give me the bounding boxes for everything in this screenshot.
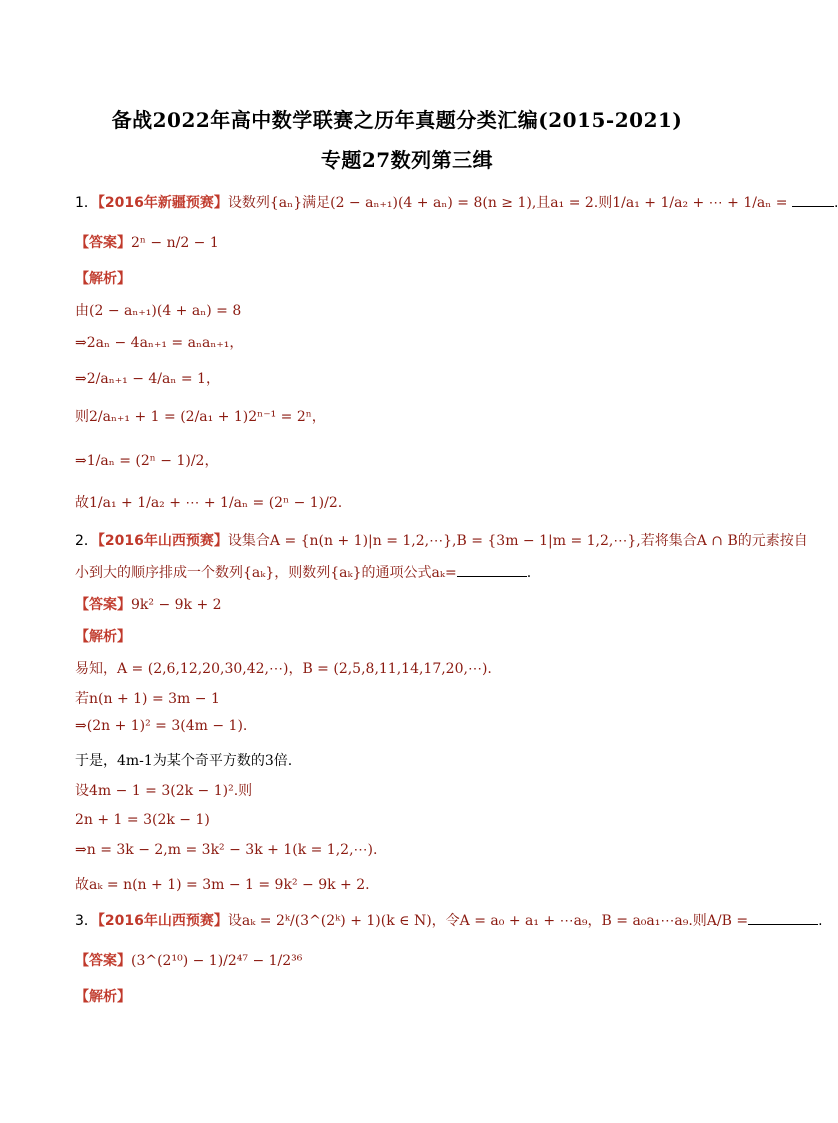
problem-source: 【2016年山西预赛】: [97, 913, 228, 929]
answer-value: 2ⁿ − n/2 − 1: [131, 235, 219, 251]
problem-number: 3．: [75, 913, 98, 929]
problem-3-stem: 3．【2016年山西预赛】设aₖ = 2ᵏ/(3^(2ᵏ) + 1)(k ∈ N)，令A = a₀ + a₁ + ⋯a₉，B = a₀a₁⋯a₉.则A/B = .: [75, 913, 823, 929]
solution-step: 设4m − 1 = 3(2k − 1)².则: [75, 783, 253, 799]
solution-step: 故aₖ = n(n + 1) = 3m − 1 = 9k² − 9k + 2.: [75, 877, 370, 893]
problem-text: 设数列{aₙ}满足(2 − aₙ₊₁)(4 + aₙ) = 8(n ≥ 1),且a₁ = 2.则1/a₁ + 1/a₂ + ⋯ + 1/aₙ =: [227, 195, 788, 211]
solution-step: 易知，A = (2,6,12,20,30,42,⋯)，B = (2,5,8,11,14,17,20,⋯).: [75, 661, 492, 677]
page-subtitle: 专题27数列第三缉: [320, 148, 494, 172]
answer-value: 9k² − 9k + 2: [131, 597, 222, 613]
problem-source: 【2016年新疆预赛】: [97, 195, 228, 211]
solution-step: 2n + 1 = 3(2k − 1): [75, 812, 210, 828]
analysis-label: 【解析】: [75, 989, 131, 1005]
problem-2-stem-line-2: 小到大的顺序排成一个数列{aₖ}，则数列{aₖ}的通项公式aₖ= .: [75, 565, 532, 581]
problem-1-stem: 1．【2016年新疆预赛】设数列{aₙ}满足(2 − aₙ₊₁)(4 + aₙ) = 8(n ≥ 1),且a₁ = 2.则1/a₁ + 1/a₂ + ⋯ + 1/aₙ = .: [75, 195, 838, 211]
problem-text: 设aₖ = 2ᵏ/(3^(2ᵏ) + 1)(k ∈ N)，令A = a₀ + a₁ + ⋯a₉，B = a₀a₁⋯a₉.则A/B =: [227, 913, 749, 929]
problem-number: 2．: [75, 533, 98, 549]
answer-value: (3^(2¹⁰) − 1)/2⁴⁷ − 1/2³⁶: [131, 953, 303, 969]
problem-text: 小到大的顺序排成一个数列{aₖ}，则数列{aₖ}的通项公式aₖ=: [75, 565, 457, 581]
analysis-label: 【解析】: [75, 271, 131, 287]
problem-number: 1．: [75, 195, 98, 211]
solution-step: 由(2 − aₙ₊₁)(4 + aₙ) = 8: [75, 303, 242, 319]
solution-step: ⇒(2n + 1)² = 3(4m − 1).: [75, 718, 248, 734]
problem-2-stem-line-1: [75, 530, 808, 550]
solution-step: 于是，4m-1为某个奇平方数的3倍.: [75, 753, 293, 769]
answer-label: 【答案】: [75, 235, 131, 251]
problem-text: 设集合A = {n(n + 1)|n = 1,2,⋯},B = {3m − 1|m = 1,2,⋯},若将集合A ∩ B的元素按自: [227, 533, 808, 549]
solution-step: ⇒2aₙ − 4aₙ₊₁ = aₙaₙ₊₁，: [75, 335, 244, 351]
answer-blank: [748, 924, 818, 925]
problem-source: 【2016年山西预赛】: [97, 533, 228, 549]
solution-step: 故1/a₁ + 1/a₂ + ⋯ + 1/aₙ = (2ⁿ − 1)/2.: [75, 495, 343, 511]
answer-blank: [792, 206, 834, 207]
problem-3-analysis-label: [75, 986, 131, 1006]
solution-step: ⇒2/aₙ₊₁ − 4/aₙ = 1，: [75, 371, 220, 387]
solution-step: ⇒1/aₙ = (2ⁿ − 1)/2，: [75, 453, 219, 469]
analysis-label: 【解析】: [75, 629, 131, 645]
solution-step: ⇒n = 3k − 2,m = 3k² − 3k + 1(k = 1,2,⋯).: [75, 842, 378, 858]
page-title: 备战2022年高中数学联赛之历年真题分类汇编(2015-2021): [111, 108, 683, 132]
problem-2-analysis-label: [75, 626, 131, 646]
solution-step: 若n(n + 1) = 3m − 1: [75, 691, 220, 707]
problem-1-answer: [75, 232, 219, 252]
answer-label: 【答案】: [75, 597, 131, 613]
answer-blank: [457, 576, 527, 577]
problem-1-analysis-label: [75, 268, 131, 288]
solution-step: 则2/aₙ₊₁ + 1 = (2/a₁ + 1)2ⁿ⁻¹ = 2ⁿ，: [75, 409, 326, 425]
problem-2-answer: [75, 594, 222, 614]
answer-label: 【答案】: [75, 953, 131, 969]
problem-3-answer: [75, 950, 302, 970]
